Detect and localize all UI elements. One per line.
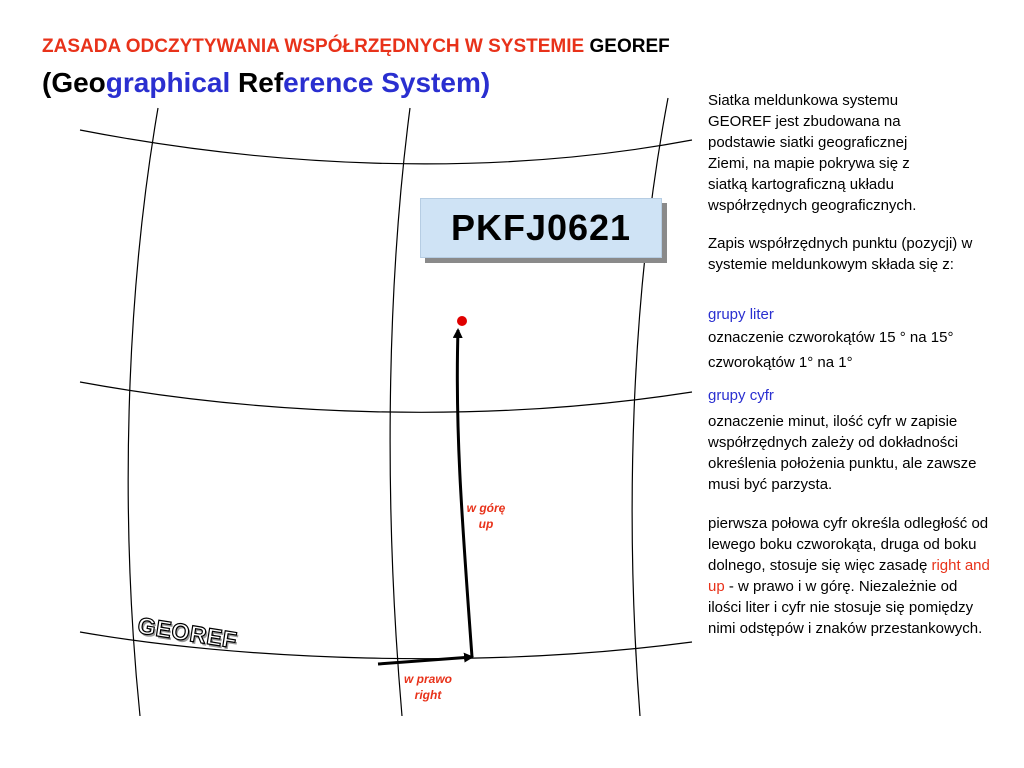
subtitle-part-erence-system: erence System)	[283, 67, 491, 98]
georef-code-box	[420, 198, 662, 258]
subtitle-part-ref: Ref	[230, 67, 284, 98]
letters-line-1: oznaczenie czworokątów 15 ° na 15°	[708, 329, 954, 346]
up-arrow	[457, 330, 472, 657]
digits-heading: grupy cyfr	[708, 387, 774, 404]
georef-code: PKFJ0621	[450, 207, 632, 248]
notation-text: Zapis współrzędnych punktu (pozycji) w systemie meldunkowym składa się z:	[708, 235, 973, 273]
right-arrow-label	[392, 671, 464, 703]
letters-heading: grupy liter	[708, 306, 774, 323]
grid-parallel-1	[80, 130, 692, 164]
rule-text-before: pierwsza połowa cyfr określa odległość od lewego boku czworokąta, druga od boku dolnego, stosuje się więc zasadę	[708, 515, 989, 574]
up-arrow-label	[450, 500, 522, 532]
target-point	[457, 316, 467, 326]
grid-meridian-3	[632, 98, 668, 716]
grid-parallel-2	[80, 382, 692, 412]
rule-text-after: - w prawo i w górę. Niezależnie od ilości liter i cyfr nie stosuje się pomiędzy nimi odstępów i znaków przestankowych.	[708, 578, 983, 637]
digits-text: oznaczenie minut, ilość cyfr w zapisie współrzędnych zależy od dokładności określenia położenia punktu, ale zawsze musi być parzysta.	[708, 413, 977, 493]
subtitle-part-geo: (Geo	[42, 67, 106, 98]
letters-line-2: czworokątów 1° na 1°	[708, 354, 853, 371]
rule-text	[708, 513, 993, 639]
title-black-part: GEOREF	[584, 36, 670, 57]
rule-highlight: right and up	[708, 557, 990, 595]
up-label-pl: w górę	[466, 501, 506, 515]
intro-text: Siatka meldunkowa systemu GEOREF jest zbudowana na podstawie siatki geograficznej Ziemi, na mapie pokrywa się z siatką kartograficzną układu współrzędnych geograficznych.	[708, 92, 917, 214]
right-label-pl: w prawo	[403, 672, 452, 686]
up-label-en: up	[478, 517, 494, 531]
right-label-en: right	[414, 688, 442, 702]
subtitle-part-graphical: graphical	[105, 67, 231, 98]
title-red-part: ZASADA ODCZYTYWANIA WSPÓŁRZĘDNYCH W SYSTEMIE	[42, 36, 585, 57]
georef-watermark: GEOREF	[135, 612, 239, 654]
